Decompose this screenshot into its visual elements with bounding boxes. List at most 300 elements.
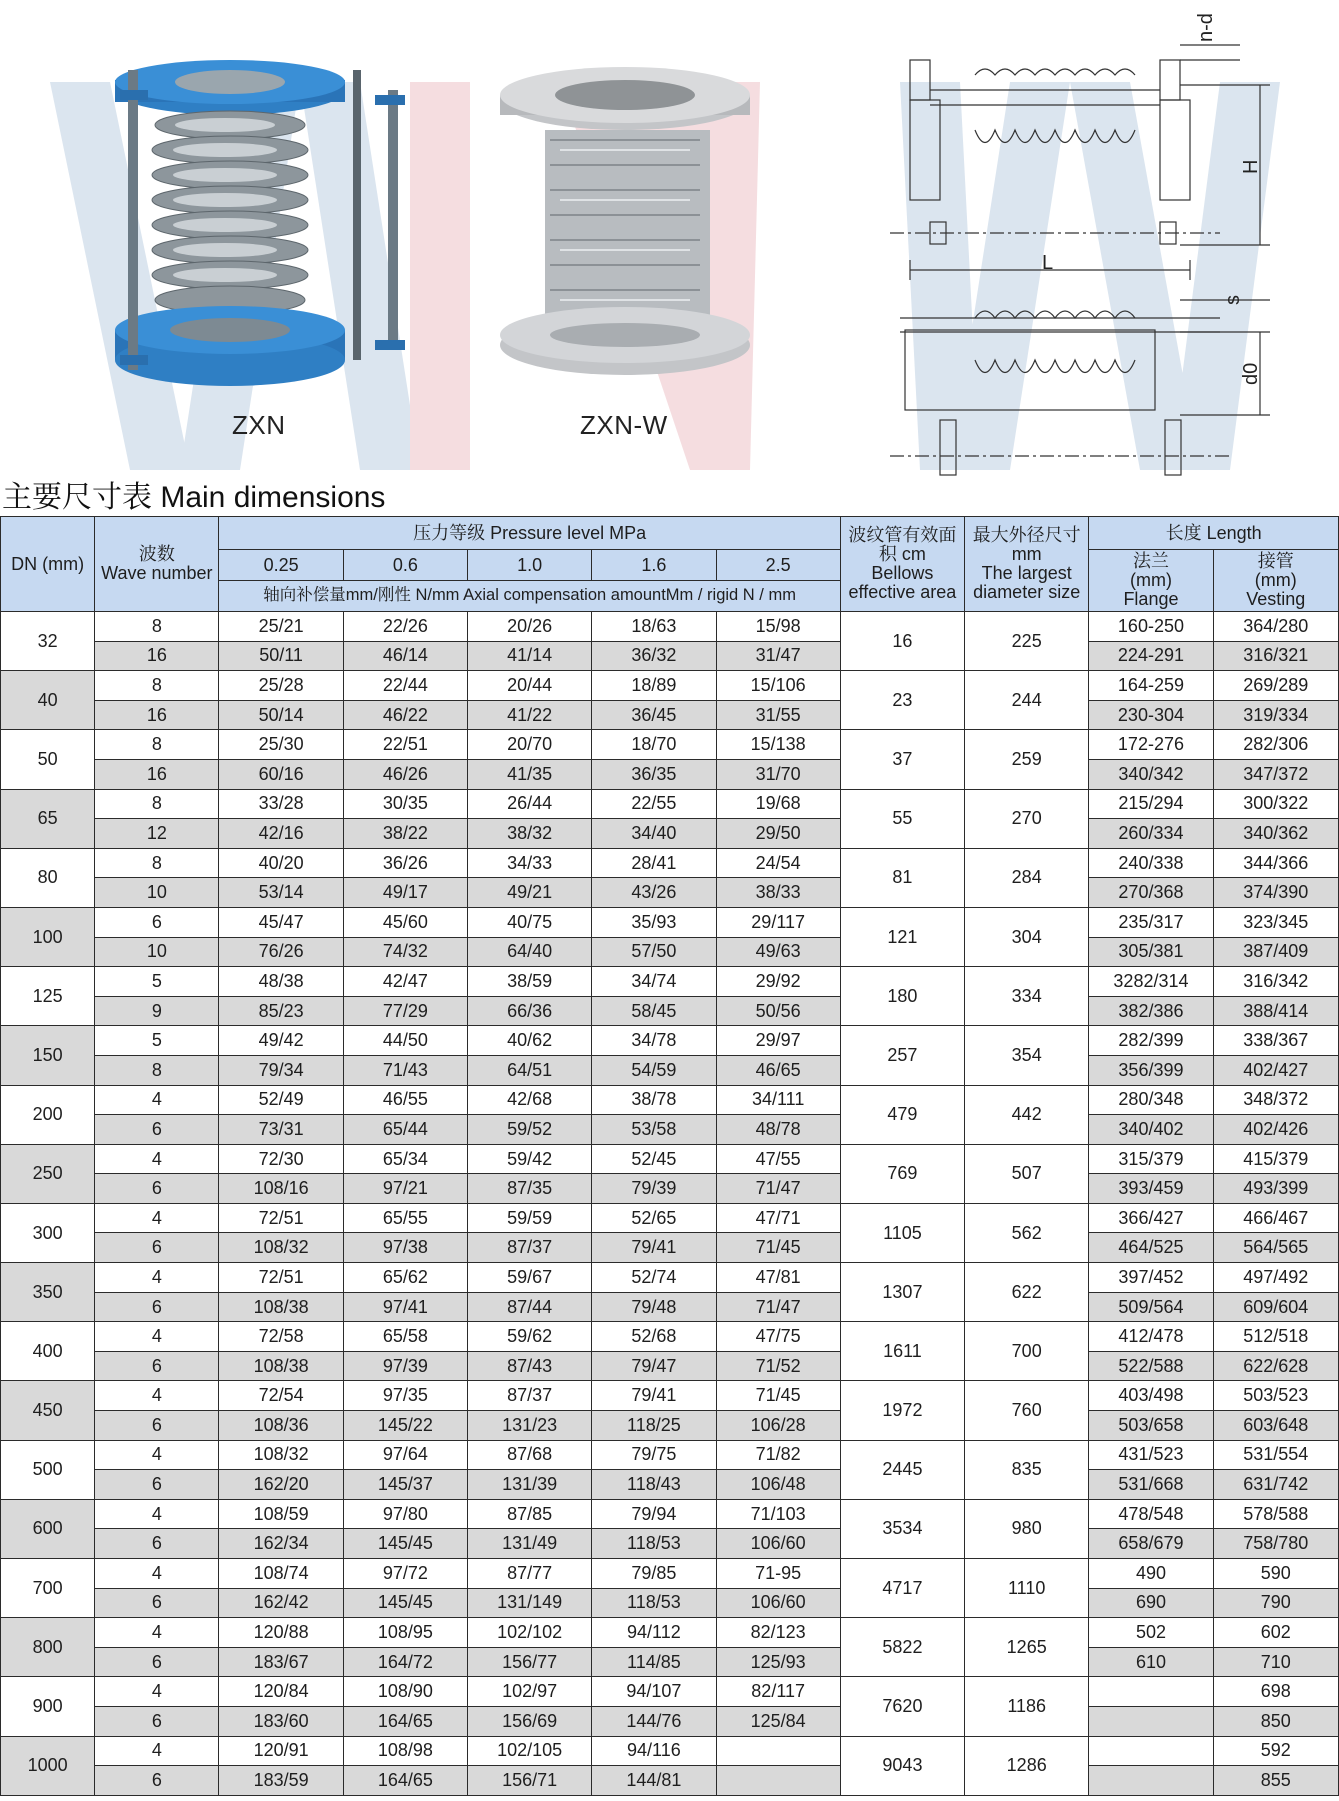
cell-pressure-3: 94/107	[592, 1677, 716, 1707]
cell-pressure-3: 52/68	[592, 1322, 716, 1352]
cell-pressure-4	[716, 1766, 840, 1796]
cell-largest-diameter: 225	[965, 612, 1089, 671]
cell-flange-length: 412/478	[1089, 1322, 1213, 1352]
cell-pressure-1: 46/55	[343, 1085, 467, 1115]
cell-dn: 500	[1, 1440, 95, 1499]
cell-vesting-length: 338/367	[1213, 1026, 1338, 1056]
cell-pressure-0: 45/47	[219, 907, 343, 937]
cell-pressure-3: 34/74	[592, 967, 716, 997]
cell-pressure-0: 50/14	[219, 700, 343, 730]
cell-pressure-2: 59/42	[468, 1144, 592, 1174]
cell-flange-length: 393/459	[1089, 1174, 1213, 1204]
cell-pressure-2: 38/32	[468, 819, 592, 849]
cell-pressure-2: 26/44	[468, 789, 592, 819]
cell-flange-length: 531/668	[1089, 1470, 1213, 1500]
cell-pressure-2: 59/67	[468, 1263, 592, 1293]
cell-pressure-3: 52/65	[592, 1203, 716, 1233]
cell-largest-diameter: 304	[965, 907, 1089, 966]
cell-pressure-0: 108/74	[219, 1559, 343, 1589]
table-row	[1, 1055, 1339, 1085]
table-row	[1, 700, 1339, 730]
table-row	[1, 1766, 1339, 1796]
cell-pressure-4: 71/47	[716, 1174, 840, 1204]
label-n-d: n-d	[1195, 13, 1217, 42]
cell-vesting-length: 269/289	[1213, 671, 1338, 701]
cell-pressure-1: 145/45	[343, 1529, 467, 1559]
cell-vesting-length: 531/554	[1213, 1440, 1338, 1470]
cell-pressure-1: 22/51	[343, 730, 467, 760]
cell-largest-diameter: 622	[965, 1263, 1089, 1322]
cell-pressure-4: 106/48	[716, 1470, 840, 1500]
cell-wave-number: 4	[95, 1085, 219, 1115]
cell-pressure-4: 31/55	[716, 700, 840, 730]
cell-pressure-2: 102/105	[468, 1736, 592, 1766]
cell-pressure-1: 108/98	[343, 1736, 467, 1766]
cell-vesting-length: 340/362	[1213, 819, 1338, 849]
table-row	[1, 1292, 1339, 1322]
cell-pressure-2: 42/68	[468, 1085, 592, 1115]
cell-pressure-0: 79/34	[219, 1055, 343, 1085]
cell-vesting-length: 316/321	[1213, 641, 1338, 671]
cell-pressure-3: 118/53	[592, 1588, 716, 1618]
cell-wave-number: 8	[95, 612, 219, 642]
header-flange	[1089, 550, 1213, 612]
cell-flange-length: 610	[1089, 1647, 1213, 1677]
table-row	[1, 1736, 1339, 1766]
cell-bellows-area: 3534	[840, 1499, 964, 1558]
cell-flange-length: 490	[1089, 1559, 1213, 1589]
cell-pressure-1: 97/35	[343, 1381, 467, 1411]
cell-pressure-4: 47/71	[716, 1203, 840, 1233]
cell-dn: 800	[1, 1618, 95, 1677]
cell-pressure-4: 71/103	[716, 1499, 840, 1529]
cell-vesting-length: 374/390	[1213, 878, 1338, 908]
header-wave-en: Wave number	[101, 563, 213, 583]
cell-wave-number: 6	[95, 1233, 219, 1263]
cell-wave-number: 8	[95, 1055, 219, 1085]
cell-pressure-2: 64/40	[468, 937, 592, 967]
table-row	[1, 1233, 1339, 1263]
cell-pressure-2: 87/85	[468, 1499, 592, 1529]
header-flange-unit: (mm)	[1129, 570, 1172, 591]
cell-pressure-1: 145/22	[343, 1411, 467, 1441]
cell-bellows-area: 5822	[840, 1618, 964, 1677]
cell-pressure-3: 57/50	[592, 937, 716, 967]
cell-pressure-3: 36/32	[592, 641, 716, 671]
cell-pressure-2: 41/35	[468, 759, 592, 789]
cell-pressure-1: 97/72	[343, 1559, 467, 1589]
cell-pressure-2: 20/70	[468, 730, 592, 760]
cell-pressure-4: 49/63	[716, 937, 840, 967]
cell-vesting-length: 622/628	[1213, 1351, 1338, 1381]
header-pressure-2: 1.0	[468, 550, 592, 581]
header-diam-en: The largest diameter size	[973, 563, 1081, 602]
table-row	[1, 819, 1339, 849]
cell-pressure-1: 44/50	[343, 1026, 467, 1056]
cell-pressure-2: 87/44	[468, 1292, 592, 1322]
cell-flange-length	[1089, 1706, 1213, 1736]
table-row	[1, 1559, 1339, 1589]
cell-flange-length: 502	[1089, 1618, 1213, 1648]
cell-bellows-area: 2445	[840, 1440, 964, 1499]
cell-pressure-1: 65/55	[343, 1203, 467, 1233]
cell-bellows-area: 81	[840, 848, 964, 907]
header-flange-cn: 法兰	[1132, 551, 1169, 572]
cell-pressure-1: 49/17	[343, 878, 467, 908]
cell-pressure-4: 38/33	[716, 878, 840, 908]
header-diam-cn: 最大外径尺寸 mm	[972, 525, 1081, 565]
cell-pressure-4: 15/106	[716, 671, 840, 701]
cell-flange-length: 224-291	[1089, 641, 1213, 671]
cell-vesting-length: 512/518	[1213, 1322, 1338, 1352]
header-wave-cn: 波数	[138, 544, 175, 565]
cell-vesting-length: 631/742	[1213, 1470, 1338, 1500]
cell-pressure-3: 79/48	[592, 1292, 716, 1322]
cell-pressure-0: 162/34	[219, 1529, 343, 1559]
cell-largest-diameter: 354	[965, 1026, 1089, 1085]
cell-bellows-area: 769	[840, 1144, 964, 1203]
cell-wave-number: 6	[95, 1647, 219, 1677]
cell-pressure-0: 108/32	[219, 1233, 343, 1263]
cell-pressure-1: 164/65	[343, 1706, 467, 1736]
cell-pressure-2: 20/26	[468, 612, 592, 642]
header-wave-number	[95, 517, 219, 612]
cell-wave-number: 10	[95, 937, 219, 967]
cell-flange-length: 522/588	[1089, 1351, 1213, 1381]
cell-flange-length: 397/452	[1089, 1263, 1213, 1293]
cell-vesting-length: 790	[1213, 1588, 1338, 1618]
cell-pressure-1: 97/39	[343, 1351, 467, 1381]
cell-pressure-1: 97/38	[343, 1233, 467, 1263]
cell-pressure-1: 65/58	[343, 1322, 467, 1352]
main-dimensions-table	[0, 516, 1339, 1796]
cell-pressure-1: 164/72	[343, 1647, 467, 1677]
table-row	[1, 1381, 1339, 1411]
cell-vesting-length: 698	[1213, 1677, 1338, 1707]
cell-flange-length: 270/368	[1089, 878, 1213, 908]
cell-vesting-length: 609/604	[1213, 1292, 1338, 1322]
cell-dn: 600	[1, 1499, 95, 1558]
cell-pressure-3: 144/81	[592, 1766, 716, 1796]
cell-wave-number: 5	[95, 967, 219, 997]
cell-vesting-length: 344/366	[1213, 848, 1338, 878]
cell-largest-diameter: 244	[965, 671, 1089, 730]
cell-dn: 900	[1, 1677, 95, 1736]
cell-vesting-length: 497/492	[1213, 1263, 1338, 1293]
cell-dn: 100	[1, 907, 95, 966]
cell-flange-length: 431/523	[1089, 1440, 1213, 1470]
cell-wave-number: 8	[95, 789, 219, 819]
cell-pressure-1: 46/26	[343, 759, 467, 789]
cell-pressure-1: 145/37	[343, 1470, 467, 1500]
table-row	[1, 1144, 1339, 1174]
cell-pressure-0: 120/84	[219, 1677, 343, 1707]
cell-wave-number: 4	[95, 1736, 219, 1766]
cell-wave-number: 6	[95, 907, 219, 937]
cell-wave-number: 10	[95, 878, 219, 908]
cell-bellows-area: 121	[840, 907, 964, 966]
table-row	[1, 937, 1339, 967]
cell-pressure-0: 60/16	[219, 759, 343, 789]
cell-pressure-3: 18/63	[592, 612, 716, 642]
table-row	[1, 1588, 1339, 1618]
cell-pressure-1: 97/41	[343, 1292, 467, 1322]
cell-pressure-4: 125/93	[716, 1647, 840, 1677]
cell-vesting-length: 590	[1213, 1559, 1338, 1589]
cell-pressure-0: 33/28	[219, 789, 343, 819]
cell-dn: 32	[1, 612, 95, 671]
cell-pressure-2: 41/22	[468, 700, 592, 730]
cell-vesting-length: 402/426	[1213, 1115, 1338, 1145]
header-area-en: Bellows effective area	[848, 563, 957, 602]
cell-pressure-1: 22/44	[343, 671, 467, 701]
cell-vesting-length: 493/399	[1213, 1174, 1338, 1204]
table-row	[1, 730, 1339, 760]
cell-flange-length: 3282/314	[1089, 967, 1213, 997]
cell-pressure-2: 20/44	[468, 671, 592, 701]
cell-pressure-2: 40/75	[468, 907, 592, 937]
cell-pressure-3: 38/78	[592, 1085, 716, 1115]
cell-pressure-3: 54/59	[592, 1055, 716, 1085]
table-row	[1, 907, 1339, 937]
cell-pressure-4: 34/111	[716, 1085, 840, 1115]
cell-pressure-0: 50/11	[219, 641, 343, 671]
cell-wave-number: 6	[95, 1174, 219, 1204]
cell-pressure-1: 65/44	[343, 1115, 467, 1145]
cell-pressure-2: 131/149	[468, 1588, 592, 1618]
cell-pressure-0: 73/31	[219, 1115, 343, 1145]
cell-pressure-0: 108/59	[219, 1499, 343, 1529]
table-row	[1, 1647, 1339, 1677]
cell-pressure-2: 49/21	[468, 878, 592, 908]
cell-flange-length: 305/381	[1089, 937, 1213, 967]
cell-pressure-2: 40/62	[468, 1026, 592, 1056]
cell-pressure-4: 82/117	[716, 1677, 840, 1707]
cell-wave-number: 8	[95, 730, 219, 760]
cell-wave-number: 4	[95, 1440, 219, 1470]
header-flange-en: Flange	[1123, 588, 1179, 609]
cell-pressure-2: 87/37	[468, 1381, 592, 1411]
table-row	[1, 759, 1339, 789]
cell-pressure-0: 108/16	[219, 1174, 343, 1204]
cell-dn: 350	[1, 1263, 95, 1322]
cell-pressure-2: 59/59	[468, 1203, 592, 1233]
cell-wave-number: 6	[95, 1766, 219, 1796]
cell-pressure-3: 36/45	[592, 700, 716, 730]
cell-wave-number: 4	[95, 1322, 219, 1352]
cell-pressure-3: 79/85	[592, 1559, 716, 1589]
cell-bellows-area: 9043	[840, 1736, 964, 1795]
cell-pressure-3: 118/25	[592, 1411, 716, 1441]
cell-flange-length: 690	[1089, 1588, 1213, 1618]
cell-pressure-4: 29/117	[716, 907, 840, 937]
table-row	[1, 1706, 1339, 1736]
header-pressure-3: 1.6	[592, 550, 716, 581]
cell-dn: 250	[1, 1144, 95, 1203]
cell-pressure-4: 71/52	[716, 1351, 840, 1381]
cell-pressure-2: 131/23	[468, 1411, 592, 1441]
table-row	[1, 878, 1339, 908]
cell-vesting-length: 348/372	[1213, 1085, 1338, 1115]
cell-flange-length: 478/548	[1089, 1499, 1213, 1529]
cell-pressure-1: 46/14	[343, 641, 467, 671]
cell-pressure-2: 87/35	[468, 1174, 592, 1204]
cell-pressure-3: 79/41	[592, 1381, 716, 1411]
cell-vesting-length: 319/334	[1213, 700, 1338, 730]
header-largest-diameter	[965, 517, 1089, 612]
cell-bellows-area: 7620	[840, 1677, 964, 1736]
cell-wave-number: 4	[95, 1144, 219, 1174]
cell-wave-number: 6	[95, 1351, 219, 1381]
cell-wave-number: 6	[95, 1529, 219, 1559]
cell-pressure-4: 47/81	[716, 1263, 840, 1293]
cell-dn: 65	[1, 789, 95, 848]
cell-pressure-4: 31/47	[716, 641, 840, 671]
cell-pressure-0: 52/49	[219, 1085, 343, 1115]
cell-wave-number: 9	[95, 996, 219, 1026]
cell-wave-number: 8	[95, 848, 219, 878]
cell-pressure-3: 144/76	[592, 1706, 716, 1736]
product-label-zxn-w: ZXN-W	[580, 410, 668, 440]
cell-flange-length: 658/679	[1089, 1529, 1213, 1559]
cell-pressure-3: 35/93	[592, 907, 716, 937]
cell-dn: 40	[1, 671, 95, 730]
table-row	[1, 1026, 1339, 1056]
cell-pressure-0: 25/30	[219, 730, 343, 760]
cell-largest-diameter: 507	[965, 1144, 1089, 1203]
cell-vesting-length: 323/345	[1213, 907, 1338, 937]
cell-pressure-1: 36/26	[343, 848, 467, 878]
cell-wave-number: 4	[95, 1618, 219, 1648]
cell-flange-length: 315/379	[1089, 1144, 1213, 1174]
cell-pressure-2: 34/33	[468, 848, 592, 878]
cell-pressure-3: 18/89	[592, 671, 716, 701]
cell-dn: 1000	[1, 1736, 95, 1795]
cell-pressure-2: 87/37	[468, 1233, 592, 1263]
cell-pressure-1: 65/34	[343, 1144, 467, 1174]
cell-flange-length: 366/427	[1089, 1203, 1213, 1233]
cell-pressure-2: 156/69	[468, 1706, 592, 1736]
cell-flange-length: 382/386	[1089, 996, 1213, 1026]
cell-bellows-area: 4717	[840, 1559, 964, 1618]
cell-vesting-length: 855	[1213, 1766, 1338, 1796]
cell-pressure-1: 77/29	[343, 996, 467, 1026]
cell-pressure-0: 76/26	[219, 937, 343, 967]
cell-pressure-0: 120/91	[219, 1736, 343, 1766]
cell-wave-number: 4	[95, 1263, 219, 1293]
cell-flange-length: 282/399	[1089, 1026, 1213, 1056]
cell-vesting-length: 603/648	[1213, 1411, 1338, 1441]
cell-largest-diameter: 284	[965, 848, 1089, 907]
cell-dn: 150	[1, 1026, 95, 1085]
cell-pressure-3: 43/26	[592, 878, 716, 908]
table-row	[1, 1085, 1339, 1115]
cell-vesting-length: 564/565	[1213, 1233, 1338, 1263]
cell-pressure-1: 108/90	[343, 1677, 467, 1707]
table-row	[1, 1618, 1339, 1648]
cell-vesting-length: 710	[1213, 1647, 1338, 1677]
cell-vesting-length: 364/280	[1213, 612, 1338, 642]
cell-pressure-4	[716, 1736, 840, 1766]
table-row	[1, 1411, 1339, 1441]
cell-largest-diameter: 835	[965, 1440, 1089, 1499]
cell-pressure-2: 66/36	[468, 996, 592, 1026]
table-row	[1, 1440, 1339, 1470]
cell-pressure-4: 24/54	[716, 848, 840, 878]
cell-pressure-0: 108/36	[219, 1411, 343, 1441]
cell-pressure-0: 108/32	[219, 1440, 343, 1470]
cell-pressure-4: 29/50	[716, 819, 840, 849]
cell-flange-length: 160-250	[1089, 612, 1213, 642]
cell-pressure-3: 114/85	[592, 1647, 716, 1677]
cell-pressure-4: 71/82	[716, 1440, 840, 1470]
cell-largest-diameter: 334	[965, 967, 1089, 1026]
cell-pressure-1: 97/80	[343, 1499, 467, 1529]
cell-largest-diameter: 1110	[965, 1559, 1089, 1618]
cell-bellows-area: 1307	[840, 1263, 964, 1322]
cell-flange-length	[1089, 1736, 1213, 1766]
cell-pressure-3: 53/58	[592, 1115, 716, 1145]
cell-pressure-0: 183/60	[219, 1706, 343, 1736]
cell-largest-diameter: 562	[965, 1203, 1089, 1262]
cell-pressure-3: 94/116	[592, 1736, 716, 1766]
cell-pressure-3: 79/94	[592, 1499, 716, 1529]
cell-pressure-4: 15/98	[716, 612, 840, 642]
cell-bellows-area: 55	[840, 789, 964, 848]
cell-bellows-area: 1105	[840, 1203, 964, 1262]
cell-pressure-2: 87/43	[468, 1351, 592, 1381]
label-s: s	[1222, 295, 1244, 305]
cell-pressure-0: 42/16	[219, 819, 343, 849]
cell-vesting-length: 388/414	[1213, 996, 1338, 1026]
cell-flange-length: 240/338	[1089, 848, 1213, 878]
cell-pressure-1: 71/43	[343, 1055, 467, 1085]
cell-flange-length: 215/294	[1089, 789, 1213, 819]
cell-pressure-4: 19/68	[716, 789, 840, 819]
cell-vesting-length: 602	[1213, 1618, 1338, 1648]
cell-bellows-area: 257	[840, 1026, 964, 1085]
table-row	[1, 1529, 1339, 1559]
cell-pressure-0: 48/38	[219, 967, 343, 997]
table-row	[1, 1499, 1339, 1529]
cell-wave-number: 16	[95, 641, 219, 671]
cell-flange-length: 280/348	[1089, 1085, 1213, 1115]
header-bellows-area	[840, 517, 964, 612]
cell-vesting-length: 850	[1213, 1706, 1338, 1736]
cell-dn: 200	[1, 1085, 95, 1144]
header-axial-compensation: 轴向补偿量mm/刚性 N/mm Axial compensation amountMm / rigid N / mm	[219, 581, 840, 612]
cell-pressure-2: 59/62	[468, 1322, 592, 1352]
cell-pressure-0: 162/42	[219, 1588, 343, 1618]
table-row	[1, 1470, 1339, 1500]
cell-pressure-4: 46/65	[716, 1055, 840, 1085]
cell-pressure-0: 72/51	[219, 1203, 343, 1233]
cell-pressure-4: 47/55	[716, 1144, 840, 1174]
cell-wave-number: 6	[95, 1115, 219, 1145]
cell-pressure-0: 108/38	[219, 1351, 343, 1381]
cell-wave-number: 6	[95, 1470, 219, 1500]
cell-vesting-length: 466/467	[1213, 1203, 1338, 1233]
cell-flange-length	[1089, 1677, 1213, 1707]
cell-pressure-4: 71-95	[716, 1559, 840, 1589]
cell-pressure-0: 120/88	[219, 1618, 343, 1648]
header-pressure-4: 2.5	[716, 550, 840, 581]
cell-flange-length: 235/317	[1089, 907, 1213, 937]
cell-pressure-4: 15/138	[716, 730, 840, 760]
cell-pressure-0: 49/42	[219, 1026, 343, 1056]
cell-pressure-0: 108/38	[219, 1292, 343, 1322]
cell-pressure-3: 79/47	[592, 1351, 716, 1381]
